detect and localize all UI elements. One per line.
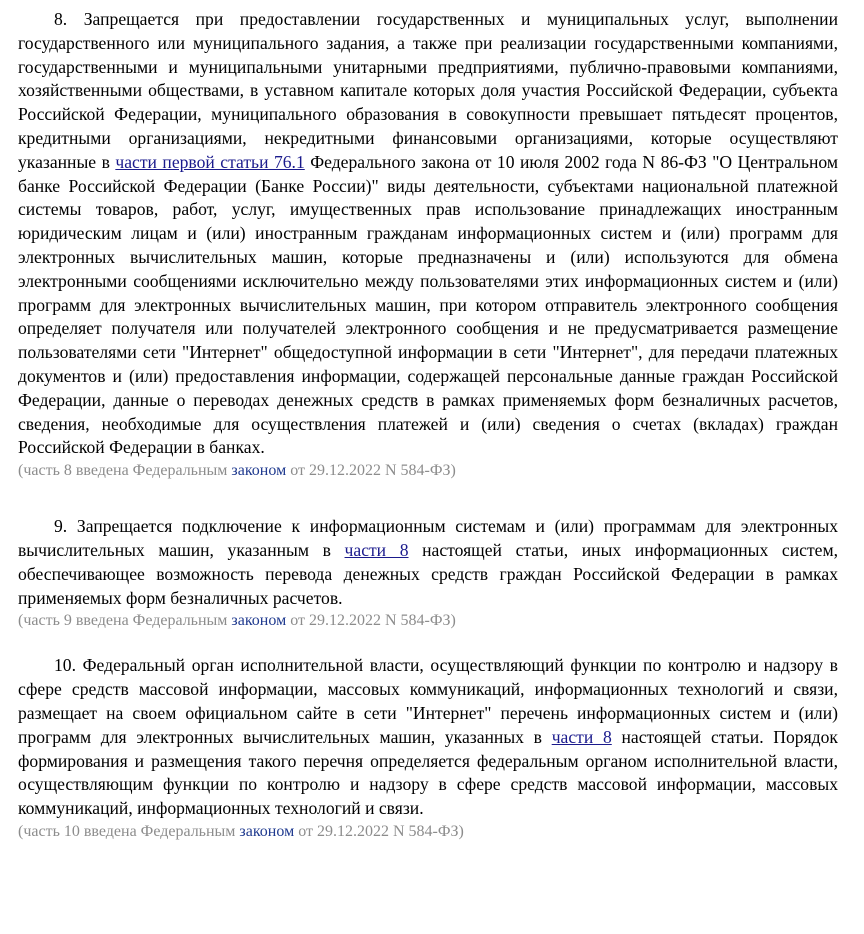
part-10-law-link[interactable]: законом	[239, 822, 295, 840]
part-8-law-link[interactable]: законом	[231, 462, 287, 480]
spacer	[18, 632, 838, 654]
part-10-paragraph	[18, 654, 838, 821]
part-9-law-link[interactable]: законом	[231, 612, 287, 630]
part-8-text-start: 8. Запрещается при предоставлении государственных и муниципальных услуг, выполнении государственного или муниципального задания, а также при реализации государственными компаниями, государственными и муниципальными унитарными предприятиями, публично-правовыми компаниями, хозяйственными обществами, в уставном капитале которых доля участия Российской Федерации, субъекта Российской Федерации, муниципального образования в совокупности превышает пятьдесят процентов, кредитными организациями, некредитными финансовыми организациями, которые осуществляют указанные в	[18, 9, 838, 172]
spacer	[18, 482, 838, 515]
part-8-paragraph	[18, 8, 838, 460]
part-9-note-start: (часть 9 введена Федеральным	[18, 612, 232, 630]
part-10-text-end: настоящей статьи. Порядок формирования и размещения такого перечня определяется федеральным органом исполнительной власти, осуществляющим функции по контролю и надзору в сфере средств массовой информации, массовых коммуникаций, информационных технологий и связи.	[18, 726, 838, 819]
part-10-amendment-note	[18, 821, 838, 843]
part-10-note-start: (часть 10 введена Федеральным	[18, 822, 240, 840]
part-9-part-8-link[interactable]: части 8	[344, 539, 409, 560]
part-8-amendment-note	[18, 460, 838, 482]
part-10-text-start: 10. Федеральный орган исполнительной власти, осуществляющий функции по контролю и надзору в сфере средств массовой информации, массовых коммуникаций, информационных технологий и связи, размещает на своем официальном сайте в сети "Интернет" перечень информационных систем и (или) программ для электронных вычислительных машин, указанных в	[18, 655, 838, 747]
part-8-article-76-1-link[interactable]: части первой статьи 76.1	[115, 151, 305, 172]
part-10-note-end: от 29.12.2022 N 584-ФЗ)	[294, 822, 464, 840]
part-9-note-end: от 29.12.2022 N 584-ФЗ)	[286, 612, 456, 630]
part-10-part-8-link[interactable]: части 8	[551, 726, 612, 747]
part-8-note-end: от 29.12.2022 N 584-ФЗ)	[286, 462, 456, 480]
part-9-text-end: настоящей статьи, иных информационных систем, обеспечивающее возможность перевода денежных средств граждан Российской Федерации в рамках применяемых форм безналичных расчетов.	[18, 539, 838, 608]
part-9-text-start: 9. Запрещается подключение к информационным системам и (или) программам для электронных вычислительных машин, указанным в	[18, 516, 838, 560]
part-9-amendment-note	[18, 610, 838, 632]
part-9-paragraph	[18, 515, 838, 610]
part-8-note-start: (часть 8 введена Федеральным	[18, 462, 232, 480]
part-8-text-end: Федерального закона от 10 июля 2002 года N 86-ФЗ "О Центральном банке Российской Федерации (Банке России)" виды деятельности, субъектами национальной платежной системы товаров, работ, услуг, имущественных прав использование принадлежащих иностранным юридическим лицам и (или) иностранным гражданам информационных систем и (или) программ для электронных вычислительных машин, которые предназначены и (или) используются для обмена электронными сообщениями исключительно между пользователями этих информационных систем и (или) программ для электронных вычислительных машин, при котором отправитель электронного сообщения определяет получателя или получателей электронного сообщения и не предусматривается размещение пользователями сети "Интернет" общедоступной информации в сети "Интернет", для передачи платежных документов и (или) предоставления информации, содержащей персональные данные граждан Российской Федерации, данные о переводах денежных средств в рамках применяемых форм безналичных расчетов, сведения, необходимые для осуществления платежей и (или) сведения о счетах (вкладах) граждан Российской Федерации в банках.	[18, 151, 838, 458]
